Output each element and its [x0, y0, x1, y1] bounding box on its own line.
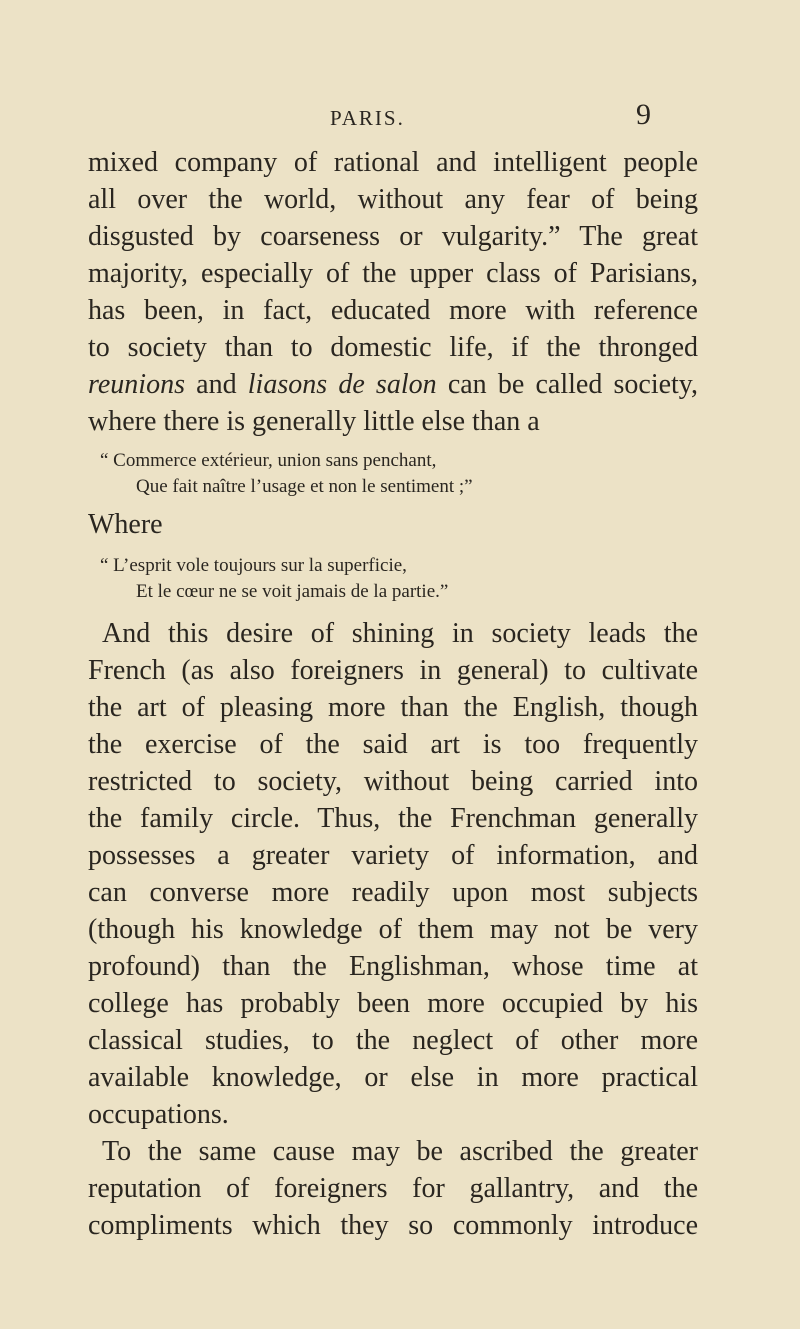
text-line: available knowledge, or else in more practical	[88, 1062, 698, 1093]
text-line: to society than to domestic life, if the thronged	[88, 332, 698, 363]
text-line: (though his knowledge of them may not be very	[88, 914, 698, 945]
text-line: To the same cause may be ascribed the greater	[102, 1136, 698, 1167]
text-line: the family circle. Thus, the Frenchman generally	[88, 803, 698, 834]
text-line: where there is generally little else than a	[88, 406, 540, 437]
text-line: French (as also foreigners in general) to cultivate	[88, 655, 698, 686]
verse-quote-1	[88, 448, 698, 500]
verse-line: Que fait naître l’usage et non le sentiment ;”	[136, 476, 473, 497]
text-line: can converse more readily upon most subjects	[88, 877, 698, 908]
text-line: all over the world, without any fear of being	[88, 184, 698, 215]
text-line-italic-terms	[88, 366, 698, 403]
verse-quote-2	[88, 553, 698, 605]
text-line: reputation of foreigners for gallantry, and the	[88, 1173, 698, 1204]
text-line: mixed company of rational and intelligent people	[88, 147, 698, 178]
text-line: profound) than the Englishman, whose time at	[88, 951, 698, 982]
text-line: restricted to society, without being carried into	[88, 766, 698, 797]
text-line: And this desire of shining in society leads the	[102, 618, 698, 649]
text-line: majority, especially of the upper class of Parisians,	[88, 258, 698, 289]
text-line: disgusted by coarseness or vulgarity.” The great	[88, 221, 698, 252]
page-number: 9	[636, 98, 651, 131]
running-title: PARIS.	[330, 106, 405, 130]
text-line: the art of pleasing more than the English, though	[88, 692, 698, 723]
verse-line: “ L’esprit vole toujours sur la superficie,	[100, 555, 407, 576]
verse-line: Et le cœur ne se voit jamais de la partie.”	[136, 581, 449, 602]
text-line: occupations.	[88, 1099, 229, 1130]
text-line: compliments which they so commonly introduce	[88, 1210, 698, 1241]
italic-term: reunions	[88, 369, 185, 400]
text-fragment: can be called society,	[436, 369, 698, 400]
text-line: the exercise of the said art is too frequently	[88, 729, 698, 760]
running-head	[0, 98, 800, 134]
text-line: has been, in fact, educated more with reference	[88, 295, 698, 326]
page-body	[88, 144, 698, 1244]
italic-term: liasons de salon	[247, 369, 437, 400]
text-line: possesses a greater variety of information, and	[88, 840, 698, 871]
text-fragment: and	[184, 369, 248, 400]
verse-line: “ Commerce extérieur, union sans penchant,	[100, 450, 437, 471]
text-line: Where	[88, 509, 163, 540]
text-line: classical studies, to the neglect of other more	[88, 1025, 698, 1056]
text-line: college has probably been more occupied by his	[88, 988, 698, 1019]
